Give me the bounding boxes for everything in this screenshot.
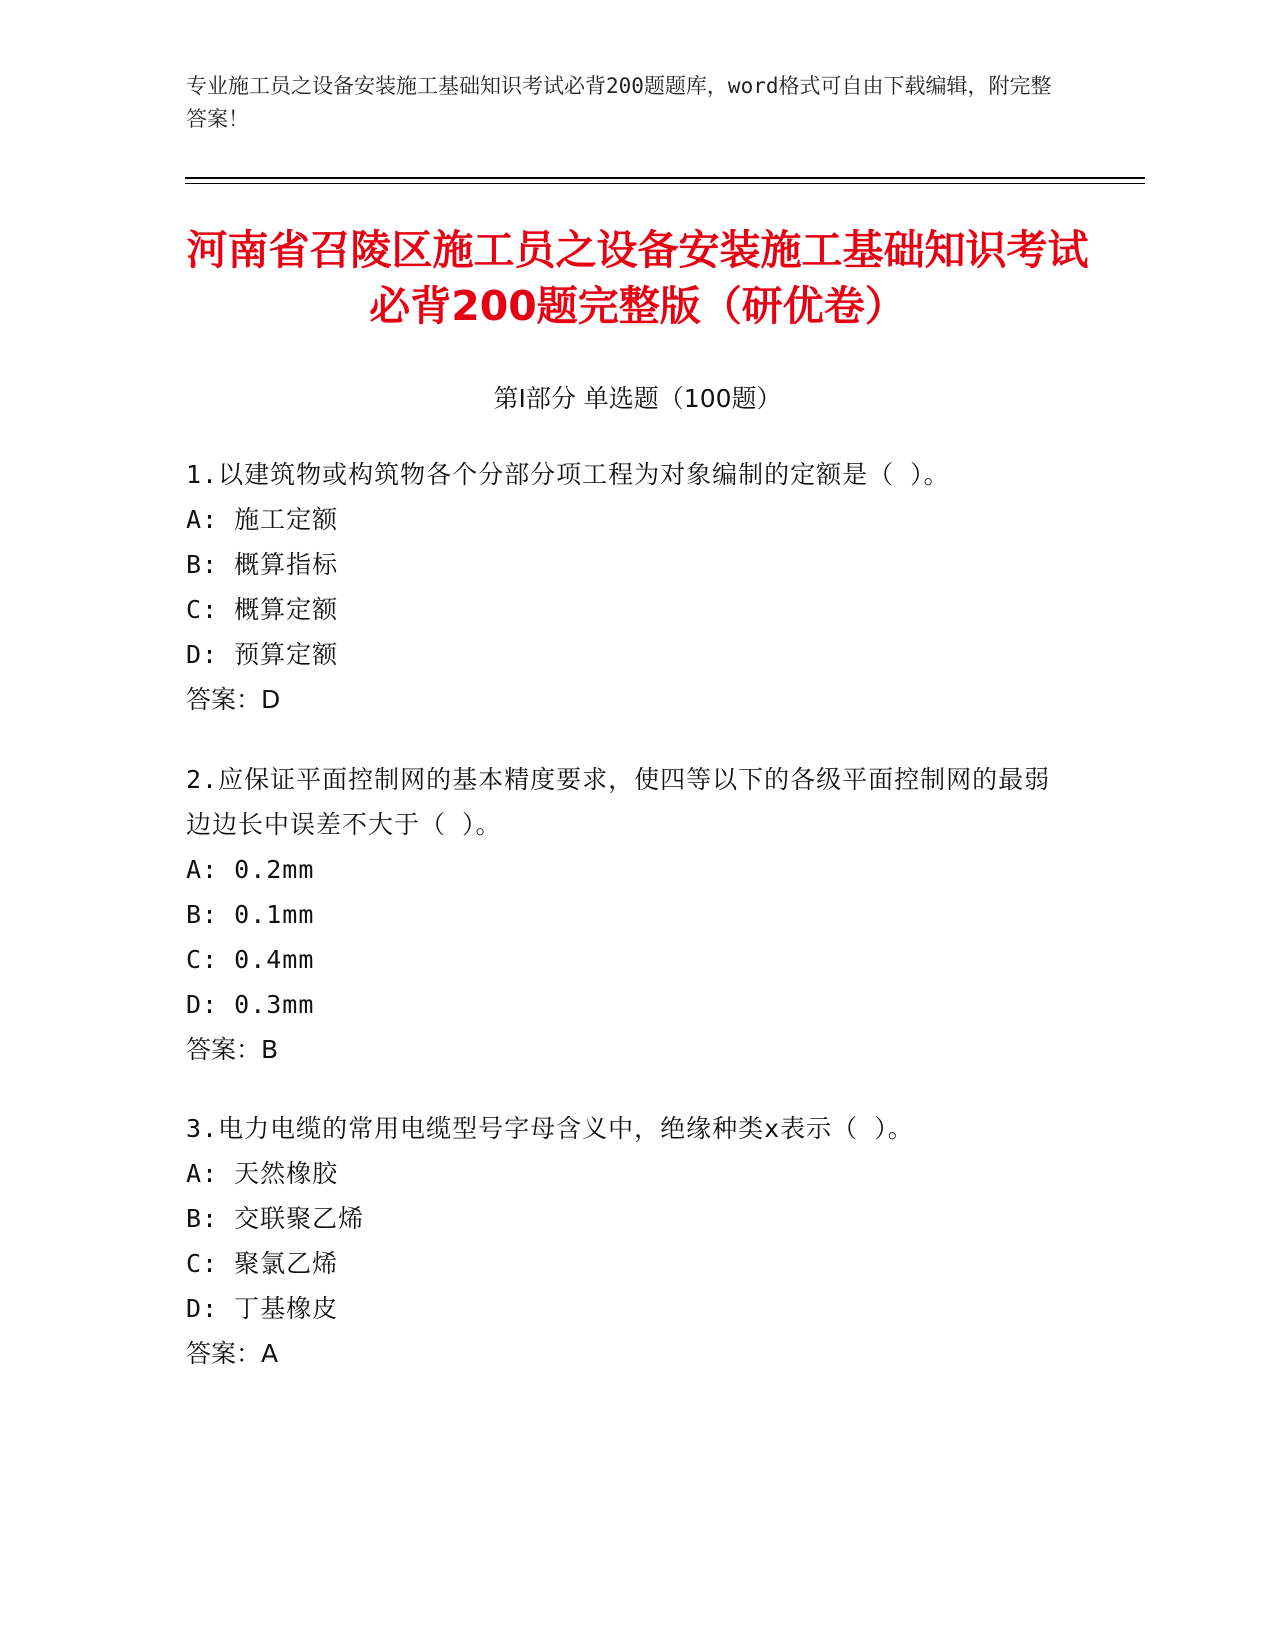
- option-d: D: 丁基橡皮: [186, 1294, 339, 1323]
- header-divider-thick: [185, 177, 1145, 179]
- option-a: A: 施工定额: [186, 505, 339, 534]
- answer: 答案：B: [186, 1035, 279, 1064]
- question-stem: 3.电力电缆的常用电缆型号字母含义中，绝缘种类x表示（ ）。: [186, 1114, 914, 1143]
- answer: 答案：A: [186, 1339, 279, 1368]
- option-b: B: 0.1mm: [186, 900, 315, 929]
- option-a: A: 天然橡胶: [186, 1159, 339, 1188]
- section-heading: 第Ⅰ部分 单选题（100题）: [493, 384, 782, 413]
- question-3: [186, 1106, 1066, 1376]
- option-b: B: 交联聚乙烯: [186, 1204, 365, 1233]
- answer: 答案：D: [186, 685, 281, 714]
- option-d: D: 0.3mm: [186, 990, 315, 1019]
- option-c: C: 聚氯乙烯: [186, 1249, 339, 1278]
- option-c: C: 概算定额: [186, 595, 339, 624]
- option-d: D: 预算定额: [186, 640, 339, 669]
- question-1: [186, 452, 1066, 722]
- option-a: A: 0.2mm: [186, 855, 315, 884]
- header-divider-thin: [185, 183, 1145, 184]
- header-note: 专业施工员之设备安装施工基础知识考试必背200题题库，word格式可自由下载编辑，附完整答案！: [186, 74, 1052, 131]
- document-title: 河南省召陵区施工员之设备安装施工基础知识考试必背200题完整版（研优卷）: [186, 226, 1089, 330]
- option-b: B: 概算指标: [186, 550, 339, 579]
- question-2: [186, 757, 1066, 1072]
- option-c: C: 0.4mm: [186, 945, 315, 974]
- question-stem: 1.以建筑物或构筑物各个分部分项工程为对象编制的定额是（ ）。: [186, 460, 950, 489]
- question-stem: 2.应保证平面控制网的基本精度要求，使四等以下的各级平面控制网的最弱边边长中误差不大于（ ）。: [186, 765, 1051, 839]
